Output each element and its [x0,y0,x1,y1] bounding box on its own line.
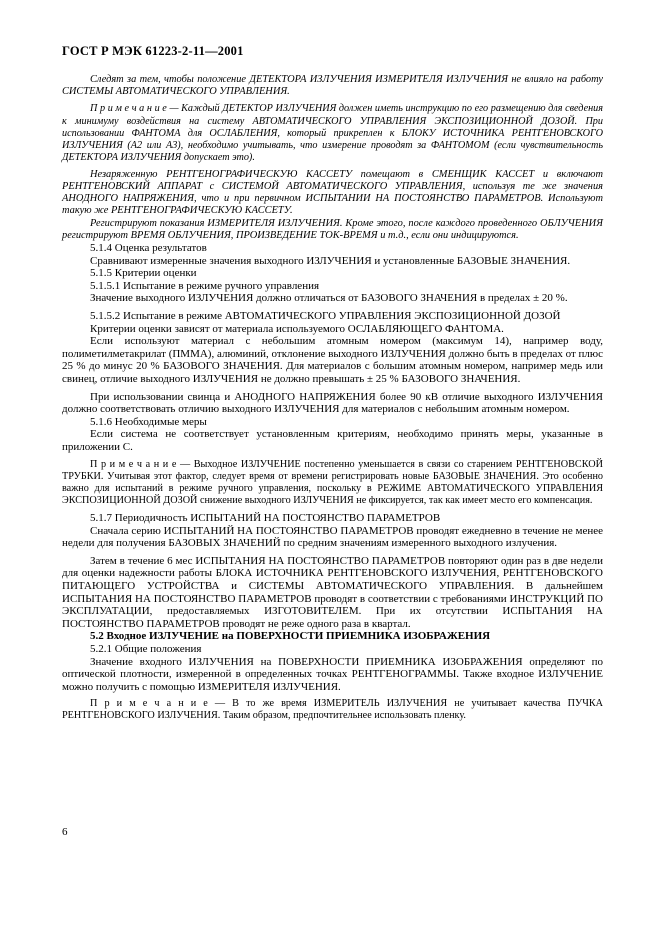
heading-5-1-7: 5.1.7 Периодичность ИСПЫТАНИЙ НА ПОСТОЯНСТВО ПАРАМЕТРОВ [90,511,441,524]
paragraph-input-radiation: Значение входного ИЗЛУЧЕНИЯ на ПОВЕРХНОСТИ ПРИЕМНИКА ИЗОБРАЖЕНИЯ определяют по оптической плотности, измеренной в определенных точках РЕНТГЕНОГРАММЫ. Также входное ИЗЛУЧЕНИЕ можно получить с помощью ИЗМЕРИТЕЛЯ ИЗЛУЧЕНИЯ. [62,655,603,693]
paragraph-cassette-procedure: Незаряженную РЕНТГЕНОГРАФИЧЕСКУЮ КАССЕТУ помещают в СМЕНЩИК КАССЕТ и включают РЕНТГЕНОВСКИЙ АППАРАТ с СИСТЕМОЙ АВТОМАТИЧЕСКОГО УПРАВЛЕНИЯ, используя те же значения АНОДНОГО НАПРЯЖЕНИЯ, что и при первичном ИСПЫТАНИИ НА ПОСТОЯНСТВО ПАРАМЕТРОВ. Используют такую же РЕНТГЕНОГРАФИЧЕСКУЮ КАССЕТУ. [62,168,603,217]
paragraph-lead-voltage: При использовании свинца и АНОДНОГО НАПРЯЖЕНИЯ более 90 кВ отличие выходного ИЗЛУЧЕНИЯ должно соответствовать отличию выходного ИЗЛУЧЕНИЯ для материалов с небольшим атомным номером. [62,390,603,416]
heading-5-1-4: 5.1.4 Оценка результатов [90,242,207,255]
paragraph-test-periodicity: Затем в течение 6 мес ИСПЫТАНИЯ НА ПОСТОЯНСТВО ПАРАМЕТРОВ повторяют один раз в две недели для оценки надежности работы БЛОКА ИСТОЧНИКА РЕНТГЕНОВСКОГО ИЗЛУЧЕНИЯ, РЕНТГЕНОВСКОГО ПИТАЮЩЕГО УСТРОЙСТВА и СИСТЕМЫ АВТОМАТИЧЕСКОГО УПРАВЛЕНИЯ. В дальнейшем ИСПЫТАНИЯ НА ПОСТОЯНСТВО ПАРАМЕТРОВ проводят в соответствии с требованиями ИНСТРУКЦИЙ ПО ЭКСПЛУАТАЦИИ, предоставляемых ИЗГОТОВИТЕЛЕМ. При их отсутствии ИСПЫТАНИЯ НА ПОСТОЯНСТВО ПАРАМЕТРОВ проводят не реже одного раза в квартал. [62,554,603,630]
standard-header: ГОСТ Р МЭК 61223-2-11—2001 [62,44,244,58]
heading-5-2-1: 5.2.1 Общие положения [90,642,202,655]
note-detector-instruction: П р и м е ч а н и е — Каждый ДЕТЕКТОР ИЗЛУЧЕНИЯ должен иметь инструкцию по его размещению для сведения к минимуму воздействия на систему АВТОМАТИЧЕСКОГО УПРАВЛЕНИЯ ЭКСПОЗИЦИОННОЙ ДОЗОЙ. При использовании ФАНТОМА для ОСЛАБЛЕНИЯ, который прикреплен к БЛОКУ ИСТОЧНИКА РЕНТГЕНОВСКОГО ИЗЛУЧЕНИЯ (А2 или А3), необходимо учитывать, что измерение проводят за ФАНТОМОМ (если чувствительность ДЕТЕКТОРА ИЗЛУЧЕНИЯ допускает это). [62,103,603,163]
paragraph-criteria-phantom: Критерии оценки зависят от материала используемого ОСЛАБЛЯЮЩЕГО ФАНТОМА. [90,322,504,335]
paragraph-test-series: Сначала серию ИСПЫТАНИЙ НА ПОСТОЯНСТВО ПАРАМЕТРОВ проводят ежедневно в течение не менее недели для получения БАЗОВЫХ ЗНАЧЕНИЙ по средним значениям измеренного выходного излучения. [62,524,603,550]
note-film-preference: П р и м е ч а н и е — В то же время ИЗМЕРИТЕЛЬ ИЗЛУЧЕНИЯ не учитывает качества ПУЧКА РЕНТГЕНОВСКОГО ИЗЛУЧЕНИЯ. Таким образом, предпочтительнее использовать пленку. [62,698,603,722]
document-body [62,74,603,722]
heading-5-1-5-2: 5.1.5.2 Испытание в режиме АВТОМАТИЧЕСКОГО УПРАВЛЕНИЯ ЭКСПОЗИЦИОННОЙ ДОЗОЙ [90,310,561,323]
heading-5-2: 5.2 Входное ИЗЛУЧЕНИЕ на ПОВЕРХНОСТИ ПРИЕМНИКА ИЗОБРАЖЕНИЯ [90,630,491,643]
paragraph-necessary-measures: Если система не соответствует установленным критериям, необходимо принять меры, указанные в приложении С. [62,428,603,453]
paragraph-low-atomic-number: Если используют материал с небольшим атомным номером (максимум 14), например воду, полиметилметакрилат (ПММА), алюминий, отклонение выходного ИЗЛУЧЕНИЯ должно быть в пределах от плюс 25 % до минус 20 % БАЗОВОГО ЗНАЧЕНИЯ. Для материалов с большим атомным номером, например медь или свинец, отличие выходного ИЗЛУЧЕНИЯ не должно превышать ± 25 % БАЗОВОГО ЗНАЧЕНИЯ. [62,335,603,386]
heading-5-1-5-1: 5.1.5.1 Испытание в режиме ручного управления [90,279,320,292]
page-number: 6 [62,826,68,838]
heading-5-1-5: 5.1.5 Критерии оценки [90,267,197,280]
paragraph-manual-criteria: Значение выходного ИЗЛУЧЕНИЯ должно отличаться от БАЗОВОГО ЗНАЧЕНИЯ в пределах ± 20 %. [90,292,568,305]
note-tube-aging: П р и м е ч а н и е — Выходное ИЗЛУЧЕНИЕ постепенно уменьшается в связи со старением РЕНТГЕНОВСКОЙ ТРУБКИ. Учитывая этот фактор, следует время от времени регистрировать новые БАЗОВЫЕ ЗНАЧЕНИЯ. Это особенно важно для испытаний в режиме ручного управления, поскольку в РЕЖИМЕ АВТОМАТИЧЕСКОГО УПРАВЛЕНИЯ ЭКСПОЗИЦИОННОЙ ДОЗОЙ снижение выходного ИЗЛУЧЕНИЯ не фиксируется, так как имеет место его компенсация. [62,458,603,506]
paragraph-register-readings: Регистрируют показания ИЗМЕРИТЕЛЯ ИЗЛУЧЕНИЯ. Кроме этого, после каждого проведенного ОБЛУЧЕНИЯ регистрируют ВРЕМЯ ОБЛУЧЕНИЯ, ПРОИЗВЕДЕНИЕ ТОК-ВРЕМЯ и т.д., если они индицируются. [62,217,603,241]
paragraph-detector-position: Следят за тем, чтобы положение ДЕТЕКТОРА ИЗЛУЧЕНИЯ ИЗМЕРИТЕЛЯ ИЗЛУЧЕНИЯ не влияло на работу СИСТЕМЫ АВТОМАТИЧЕСКОГО УПРАВЛЕНИЯ. [62,74,603,98]
heading-5-1-6: 5.1.6 Необходимые меры [90,415,207,428]
paragraph-compare-values: Сравнивают измеренные значения выходного ИЗЛУЧЕНИЯ и установленные БАЗОВЫЕ ЗНАЧЕНИЯ. [90,254,571,267]
